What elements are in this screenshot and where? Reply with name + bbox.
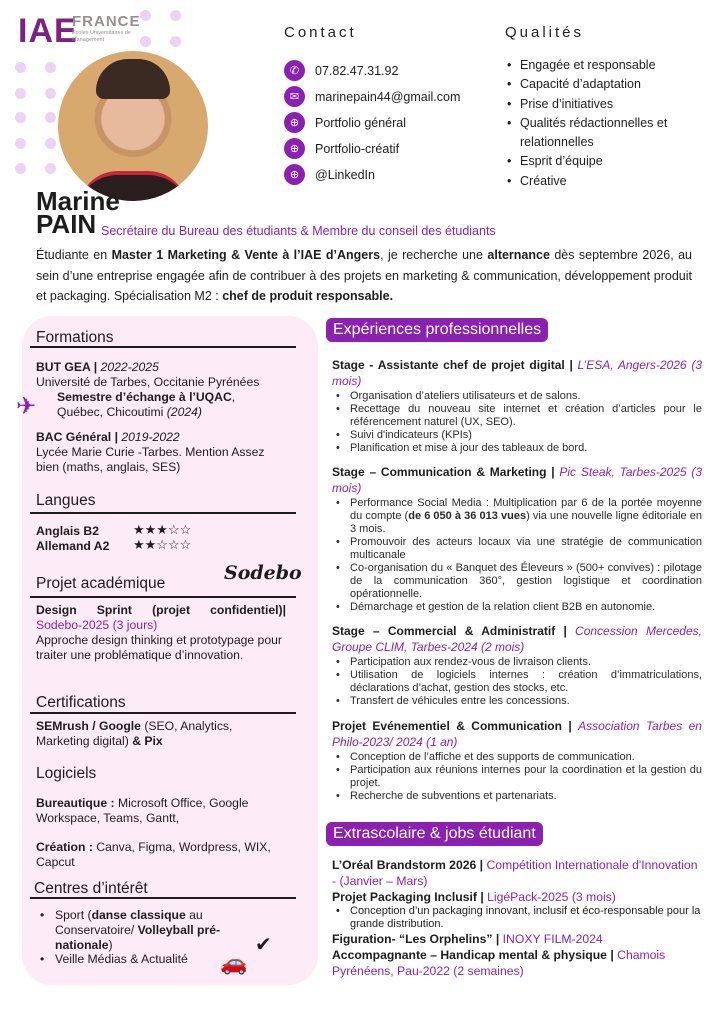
extra-entries — [332, 857, 702, 979]
formations-heading: Formations — [36, 329, 114, 346]
projet-heading: Projet académique — [36, 575, 166, 592]
list-item: • Prise d’initiatives — [505, 95, 685, 114]
job-title: Projet Evénementiel & Communication | — [332, 719, 579, 733]
plane-icon: ✈ — [16, 393, 37, 420]
language-label: Anglais B2 — [36, 524, 99, 538]
phone-text: 07.82.47.31.92 — [315, 63, 399, 78]
iae-logo-tagline: Écoles Universitaires de Management — [72, 30, 131, 43]
list-item: • Créative — [505, 172, 685, 191]
sodebo-logo: Sodebo — [224, 562, 302, 584]
projet-name: Design Sprint (projet confidentiel)| — [36, 603, 286, 617]
certifications-text — [36, 719, 286, 749]
last-name: PAIN — [36, 209, 97, 239]
list-item: • Transfert de véhicules entre les concessions. — [332, 695, 702, 708]
list-item: • Utilisation de logiciels internes : création d’immatriculations, déclarations d’achat, gestion des stocks, etc. — [332, 669, 702, 695]
contact-linkedin[interactable] — [284, 164, 375, 185]
phone-icon: ✆ — [284, 60, 305, 81]
cert-name: & Pix — [132, 734, 163, 748]
tools: Canva, Figma, Wordpress, WIX, Capcut — [36, 840, 271, 869]
experience-entry — [332, 623, 702, 708]
list-item: • Démarchage et gestion de la relation client B2B en autonomie. — [332, 601, 702, 614]
list-item: • Planification et mise à jour des tableaux de bord. — [332, 442, 702, 455]
portfolio-link[interactable]: Portfolio général — [315, 115, 407, 130]
mail-icon: ✉ — [284, 86, 305, 107]
list-item: • Organisation d’ateliers utilisateurs et de salons. — [332, 390, 702, 403]
category: Création : — [36, 840, 97, 854]
bold-text: de 6 050 à 36 013 vues — [408, 510, 527, 522]
iae-logo-france: FRANCE — [72, 13, 141, 30]
logiciels-bureautique — [36, 796, 286, 826]
car-icon: 🚗 — [220, 950, 248, 975]
bullet: • — [336, 905, 340, 917]
text: dès septembre 2026, au sein d’une entreprise engagée afin de contribuer à des projets en marketing & communication, développement produit et packaging. Spécialisation M2 : — [36, 248, 692, 303]
text: Volleyball pré-nationale — [55, 923, 221, 952]
role-subtitle: Secrétaire du Bureau des étudiants & Membre du conseil des étudiants — [101, 224, 496, 238]
extra-title: Projet Packaging Inclusif | — [332, 890, 488, 904]
bullet-list — [332, 390, 702, 455]
projet-desc: Approche design thinking et prototypage pour traiter une problématique d’innovation. — [36, 633, 282, 662]
qualites-heading: Qualités — [505, 24, 585, 41]
school: Lycée Marie Curie -Tarbes. Mention Assez bien (maths, anglais, SES) — [36, 445, 265, 474]
globe-icon: ⊕ — [284, 164, 305, 185]
degree: BAC Général | — [36, 430, 122, 444]
extra-entry — [332, 947, 702, 979]
cert-detail: (SEO, Analytics, Marketing digital) — [36, 719, 233, 748]
first-name: Marine — [36, 186, 120, 216]
bold-text: Master 1 Marketing & Vente à l’IAE d’Angers — [111, 248, 381, 262]
years: 2019-2022 — [121, 430, 180, 444]
extra-entry — [332, 889, 702, 905]
qualites-list — [505, 56, 685, 191]
formation-but — [36, 360, 286, 390]
bold-text: alternance — [487, 248, 550, 262]
contact-portfolio-creatif[interactable] — [284, 138, 399, 159]
rating-stars: ★★☆☆☆ — [133, 537, 192, 552]
company: Pic Steak, Tarbes-2025 (3 mois) — [332, 465, 702, 495]
list-item: • Conception d’un packaging innovant, inclusif et éco-responsable pour la grande distribution. — [336, 905, 701, 930]
logiciels-heading: Logiciels — [36, 765, 97, 782]
divider — [30, 512, 296, 514]
certifications-heading: Certifications — [36, 694, 126, 711]
text: ) via une nouvelle ligne éditoriale en 3 mois. — [350, 510, 702, 535]
contact-portfolio[interactable] — [284, 112, 406, 133]
contact-phone — [284, 60, 398, 81]
contact-heading: Contact — [284, 24, 357, 41]
cert-name: SEMrush / Google — [36, 719, 141, 733]
contact-email — [284, 86, 460, 107]
interets-heading: Centres d’intérêt — [34, 880, 148, 897]
text: Veille Médias & Actualité — [55, 952, 188, 966]
years: 2022-2025 — [100, 360, 159, 374]
linkedin-link[interactable]: @LinkedIn — [315, 167, 375, 182]
divider — [30, 897, 296, 899]
language-label: Allemand A2 — [36, 539, 110, 553]
experience-entry — [332, 464, 702, 614]
list-item: • Capacité d’adaptation — [505, 75, 685, 94]
bullet-list — [332, 751, 702, 803]
degree: BUT GEA | — [36, 360, 101, 374]
text: Sport ( — [55, 908, 92, 922]
bullet-list — [332, 905, 702, 931]
experience-entry — [332, 357, 702, 455]
iae-logo: IAE — [18, 12, 78, 50]
list-item: • Participation aux rendez-vous de livraison clients. — [332, 656, 702, 669]
experience-entry — [332, 718, 702, 803]
interet-item: • Sport (danse classique au Conservatoire/ Volleyball pré-nationale) — [40, 908, 221, 952]
company: Association Tarbes en Philo-2023/ 2024 (1 an) — [332, 719, 702, 749]
list-item: • Recherche de subventions et partenariats. — [332, 790, 702, 803]
job-title: Stage – Communication & Marketing | — [332, 465, 560, 479]
text: ) — [108, 938, 113, 952]
experiences-heading: Expériences professionnelles — [326, 318, 548, 342]
profile-photo — [58, 51, 208, 201]
projet-company: Sodebo-2025 (3 jours) — [36, 618, 158, 632]
experience-title — [332, 464, 702, 496]
formation-exchange: Semestre d’échange à l’UQAC, Québec, Chicoutimi (2024) — [57, 390, 236, 419]
extra-entry — [332, 931, 702, 947]
projet-entry — [36, 603, 286, 663]
extra-title: Figuration- “Les Orphelins” | — [332, 932, 503, 946]
job-title: Stage – Commercial & Administratif | — [332, 624, 576, 638]
extra-entry — [332, 857, 702, 889]
email-text: marinepain44@gmail.com — [315, 89, 461, 104]
bullet-list — [332, 656, 702, 708]
list-item — [332, 497, 702, 536]
text: Étudiante en — [36, 248, 112, 262]
company: Concession Mercedes, Groupe CLIM, Tarbes-2024 (2 mois) — [332, 624, 702, 654]
extra-heading: Extrascolaire & jobs étudiant — [326, 822, 543, 846]
logiciels-creation — [36, 840, 286, 870]
portfolio-creatif-link[interactable]: Portfolio-créatif — [315, 141, 400, 156]
job-title: Stage - Assistante chef de projet digital | — [332, 358, 578, 372]
list-item: • Engagée et responsable — [505, 56, 685, 75]
extra-company: LigéPack-2025 (3 mois) — [487, 890, 616, 904]
exchange-loc: Québec, Chicoutimi — [57, 405, 167, 419]
langues-heading: Langues — [36, 492, 96, 509]
bullet-list — [332, 497, 702, 614]
text: , je recherche une — [380, 248, 488, 262]
formation-bac — [36, 430, 286, 475]
rating-stars: ★★★☆☆ — [133, 522, 192, 537]
list-item: • Suivi d'indicateurs (KPIs) — [332, 429, 702, 442]
extra-title: Accompagnante – Handicap mental & physique | — [332, 948, 618, 962]
globe-icon: ⊕ — [284, 112, 305, 133]
experience-title — [332, 357, 702, 389]
text: Performance Social Media : Multiplication par 6 de la portée moyenne du compte ( — [350, 497, 702, 522]
extra-company: INOXY FILM-2024 — [502, 932, 603, 946]
experience-title — [332, 718, 702, 750]
list-item: • Participation aux réunions internes pour la coordination et la gestion du projet. — [332, 764, 702, 790]
list-item: • Co-organisation du « Banquet des Éleveurs » (500+ convives) : pilotage de la communication 360°, gestion logistique et coordination opérationnelle. — [332, 562, 702, 601]
list-item: • Conception de l’affiche et des supports de communication. — [332, 751, 702, 764]
list-item: • Recettage du nouveau site internet et création d’articles pour le référencement naturel (UX, SEO). — [332, 403, 702, 429]
bold-text: chef de produit responsable. — [222, 289, 394, 303]
extra-company: Chamois Pyrénéens, Pau-2022 (2 semaines) — [332, 948, 666, 978]
school: Université de Tarbes, Occitanie Pyrénées — [36, 375, 260, 389]
list-item: • Promouvoir des acteurs locaux via une stratégie de communication multicanale — [332, 536, 702, 562]
exchange-title: Semestre d’échange à l’UQAC — [57, 390, 232, 404]
exchange-year: (2024) — [166, 405, 202, 419]
list-item: • Qualités rédactionnelles et relationnelles — [505, 114, 685, 153]
category: Bureautique : — [36, 796, 118, 810]
experience-title — [332, 623, 702, 655]
globe-icon: ⊕ — [284, 138, 305, 159]
text: danse classique — [91, 908, 186, 922]
interet-item: • Veille Médias & Actualité — [40, 952, 188, 966]
extra-title: L’Oréal Brandstorm 2026 | — [332, 858, 487, 872]
extra-company: Compétition Internationale d'Innovation - (Janvier – Mars) — [332, 858, 698, 888]
divider — [30, 712, 296, 714]
text: au Conservatoire/ — [55, 908, 203, 937]
divider — [30, 346, 296, 348]
tools: Microsoft Office, Google Workspace, Teams, Gantt, — [36, 796, 249, 825]
divider — [30, 596, 296, 598]
checkmark-icon: ✔ — [255, 934, 272, 956]
list-item: • Esprit d’équipe — [505, 152, 685, 171]
intro-paragraph — [36, 245, 692, 307]
company: L’ESA, Angers-2026 (3 mois) — [332, 358, 702, 388]
